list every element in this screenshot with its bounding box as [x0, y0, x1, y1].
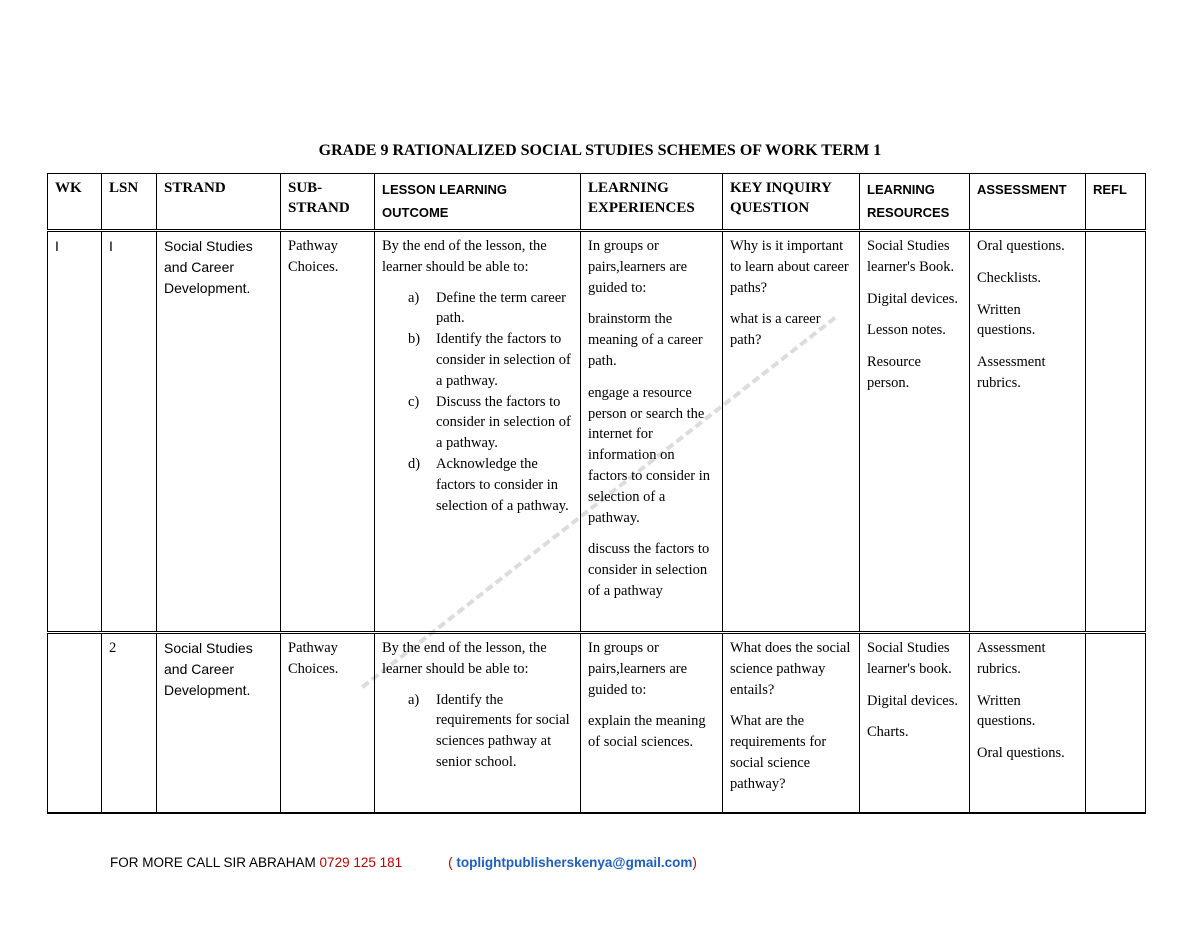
cell-wk [48, 633, 102, 813]
header-assessment: ASSESSMENT [970, 174, 1086, 231]
cell-key-inquiry-question [723, 231, 860, 633]
header-lsn: LSN [102, 174, 157, 231]
header-strand: STRAND [157, 174, 281, 231]
list-item: c) Discuss the factors to consider in selection of a pathway. [408, 393, 571, 452]
outcome-list [382, 690, 574, 773]
header-learning-experiences: LEARNING EXPERIENCES [581, 174, 723, 231]
header-wk: WK [48, 174, 102, 231]
experience-item: In groups or pairs,learners are guided to: [588, 640, 688, 698]
resource-item: Lesson notes. [867, 322, 946, 339]
cell-learning-resources [860, 231, 970, 633]
cell-assessment [970, 633, 1086, 813]
table-row [48, 231, 1146, 633]
experience-item: brainstorm the meaning of a career path. [588, 311, 703, 369]
cell-reflection [1086, 633, 1146, 813]
experience-item: explain the meaning of social sciences. [588, 713, 706, 751]
inquiry-item: What does the social science pathway entails? [730, 640, 851, 698]
table-header-row [48, 174, 1146, 231]
cell-learning-outcome [375, 633, 581, 813]
inquiry-item: Why is it important to learn about career paths? [730, 238, 849, 296]
cell-learning-experiences [581, 231, 723, 633]
experience-item: In groups or pairs,learners are guided to: [588, 238, 688, 296]
assessment-item: Written questions. [977, 692, 1036, 730]
header-reflection: REFL [1086, 174, 1146, 231]
footer-email-close: ) [692, 855, 697, 870]
cell-sub-strand: Pathway Choices. [281, 231, 375, 633]
cell-learning-experiences [581, 633, 723, 813]
cell-lsn: I [102, 231, 157, 633]
cell-sub-strand: Pathway Choices. [281, 633, 375, 813]
list-item: a) Define the term career path. [408, 289, 567, 327]
assessment-item: Written questions. [977, 301, 1036, 339]
header-key-inquiry-question: KEY INQUIRY QUESTION [723, 174, 860, 231]
header-learning-outcome: LESSON LEARNING OUTCOME [375, 174, 581, 231]
experience-item: engage a resource person or search the internet for information on factors to consider in selection of a pathway. [588, 384, 711, 526]
cell-key-inquiry-question [723, 633, 860, 813]
cell-learning-resources [860, 633, 970, 813]
footer-email-link[interactable]: toplightpublisherskenya@gmail.com [456, 855, 693, 870]
resource-item: Social Studies learner's Book. [867, 238, 955, 275]
cell-reflection [1086, 231, 1146, 633]
table-row [48, 633, 1146, 813]
cell-assessment [970, 231, 1086, 633]
outcome-list [382, 288, 574, 517]
cell-strand: Social Studies and Career Development. [157, 231, 281, 633]
contact-footer [110, 855, 810, 870]
inquiry-item: what is a career path? [730, 311, 821, 349]
resource-item: Resource person. [867, 354, 921, 391]
resource-item: Charts. [867, 724, 909, 741]
list-item: d) Acknowledge the factors to consider in selection of a pathway. [408, 455, 569, 514]
cell-strand: Social Studies and Career Development. [157, 633, 281, 813]
header-learning-resources: LEARNING RESOURCES [860, 174, 970, 231]
assessment-item: Assessment rubrics. [977, 354, 1046, 391]
resource-item: Digital devices. [867, 290, 959, 307]
page-title: GRADE 9 RATIONALIZED SOCIAL STUDIES SCHEMES OF WORK TERM 1 [318, 142, 882, 159]
list-item: a) Identify the requirements for social sciences pathway at senior school. [408, 691, 570, 770]
resource-item: Social Studies learner's book. [867, 640, 952, 677]
outcome-intro: By the end of the lesson, the learner should be able to: [382, 238, 547, 275]
header-sub-strand: SUB-STRAND [281, 174, 375, 231]
assessment-item: Oral questions. [977, 238, 1065, 254]
inquiry-item: What are the requirements for social science pathway? [730, 713, 827, 792]
outcome-intro: By the end of the lesson, the learner should be able to: [382, 640, 547, 677]
footer-prefix: FOR MORE CALL SIR ABRAHAM [110, 855, 320, 870]
schemes-of-work-table [47, 173, 1146, 814]
footer-email-open: ( [448, 855, 457, 870]
footer-email-wrapper [448, 855, 697, 870]
cell-learning-outcome [375, 231, 581, 633]
cell-wk: I [48, 231, 102, 633]
resource-item: Digital devices. [867, 692, 959, 709]
assessment-item: Checklists. [977, 269, 1042, 286]
assessment-item: Oral questions. [977, 745, 1065, 762]
assessment-item: Assessment rubrics. [977, 640, 1046, 677]
footer-phone: 0729 125 181 [319, 855, 403, 870]
cell-lsn: 2 [102, 633, 157, 813]
experience-item: discuss the factors to consider in selection of a pathway [588, 541, 710, 599]
list-item: b) Identify the factors to consider in selection of a pathway. [408, 331, 571, 389]
